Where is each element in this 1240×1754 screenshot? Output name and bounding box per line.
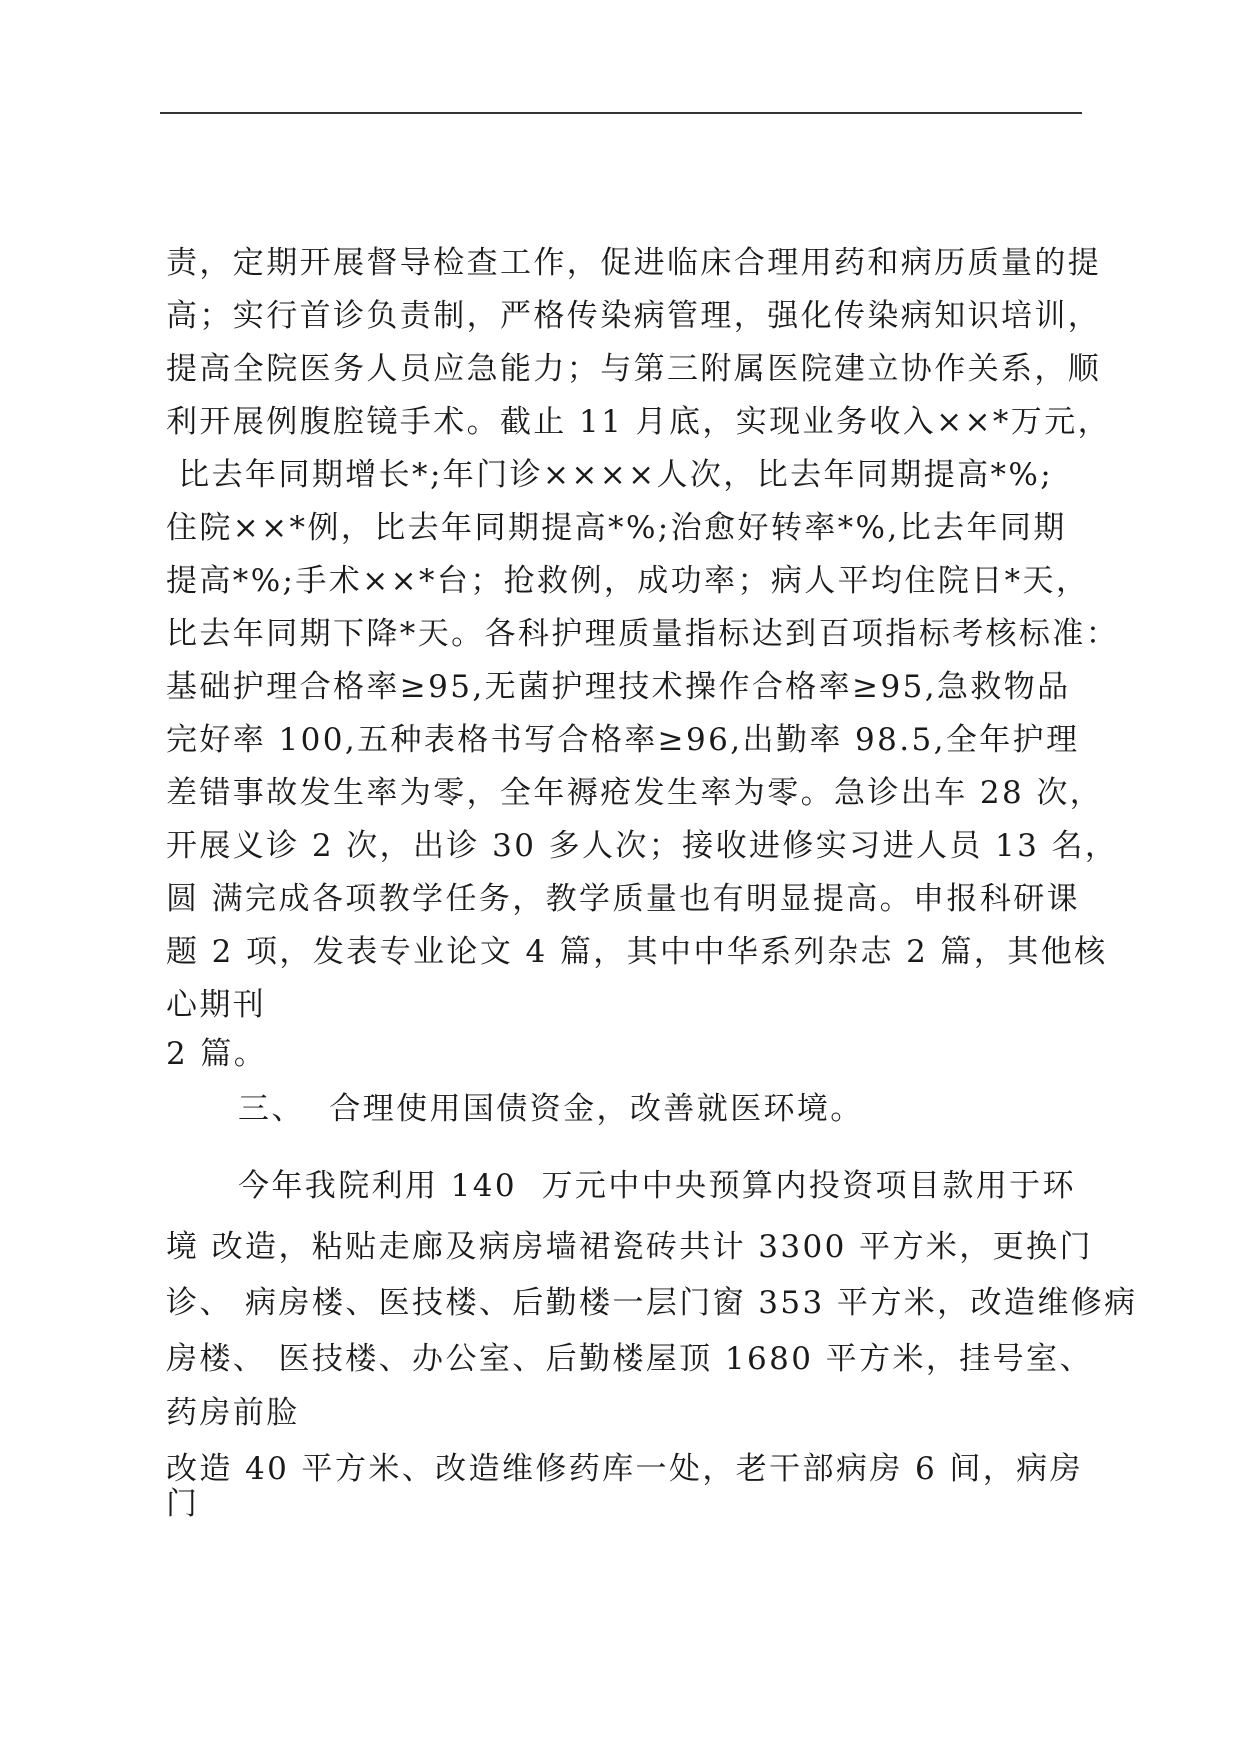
text-line: 基础护理合格率≥95,无菌护理技术操作合格率≥95,急救物品 [166, 669, 1071, 705]
header-rule [160, 112, 1082, 114]
text-line: 高；实行首诊负责制，严格传染病管理，强化传染病知识培训， [166, 298, 1102, 334]
text-line: 题 2 项，发表专业论文 4 篇，其中中华系列杂志 2 篇，其他核 [166, 934, 1108, 970]
text-line: 开展义诊 2 次，出诊 30 多人次；接收进修实习进人员 13 名， [166, 828, 1119, 864]
text-line: 责，定期开展督导检查工作，促进临床合理用药和病历质量的提 [166, 245, 1102, 281]
text-line: 2 篇。 [166, 1036, 268, 1072]
text-line: 住院××*例，比去年同期提高*%;治愈好转率*%,比去年同期 [166, 510, 1067, 546]
text-line: 药房前脸 [166, 1395, 300, 1431]
text-line: 房楼、 医技楼、办公室、后勤楼屋顶 1680 平方米，挂号室、 [166, 1341, 1093, 1377]
text-line: 差错事故发生率为零，全年褥疮发生率为零。急诊出车 28 次， [166, 775, 1104, 811]
text-line: 提高全院医务人员应急能力；与第三附属医院建立协作关系，顺 [166, 351, 1102, 387]
text-line: 诊、 病房楼、医技楼、后勤楼一层门窗 353 平方米，改造维修病 [166, 1285, 1138, 1321]
text-line: 改造 40 平方米、改造维修药库一处，老干部病房 6 间，病房 [166, 1451, 1083, 1487]
text-line: 心期刊 [166, 987, 267, 1023]
text-line: 门 [166, 1486, 200, 1522]
text-line: 圆 满完成各项教学任务，教学质量也有明显提高。申报科研课 [166, 881, 1081, 917]
text-line: 比去年同期下降*天。各科护理质量指标达到百项指标考核标准： [166, 616, 1120, 652]
text-line: 完好率 100,五种表格书写合格率≥96,出勤率 98.5,全年护理 [166, 722, 1080, 758]
section-heading: 三、 合理使用国债资金，改善就医环境。 [238, 1091, 864, 1127]
paragraph-first-line: 今年我院利用 140 万元中中央预算内投资项目款用于环 [238, 1168, 1076, 1204]
text-line: 境 改造，粘贴走廊及病房墙裙瓷砖共计 3300 平方米，更换门 [166, 1229, 1093, 1265]
text-line: 利开展例腹腔镜手术。截止 11 月底，实现业务收入××*万元， [166, 404, 1112, 440]
text-line: 提高*%;手术××*台；抢救例，成功率；病人平均住院日*天， [166, 563, 1090, 599]
text-line: 比去年同期增长*;年门诊××××人次，比去年同期提高*%; [166, 457, 1054, 493]
